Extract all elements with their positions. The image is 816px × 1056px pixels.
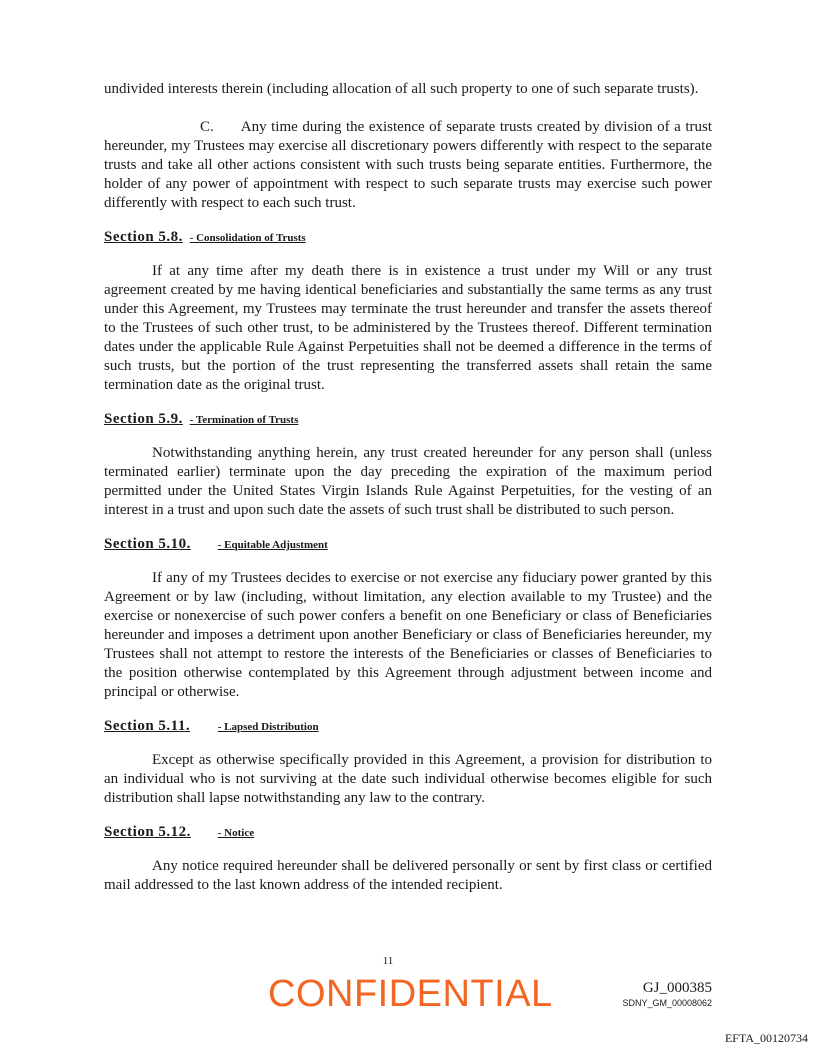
section-5-12-heading <box>104 823 712 843</box>
section-5-9-body: Notwithstanding anything herein, any trust created hereunder for any person shall (unless terminated earlier) terminate upon the day preceding the expiration of the maximum period permitted under the United States Virgin Islands Rule Against Perpetuities, for the vesting of an interest in a trust and upon such date the assets of such trust shall be distributed to such person. <box>104 445 712 518</box>
section-5-11-number: Section 5.11. <box>104 718 191 734</box>
section-5-8-heading <box>104 228 712 248</box>
section-5-11-title: - Lapsed Distribution <box>217 721 319 733</box>
section-5-10-title: - Equitable Adjustment <box>217 539 328 551</box>
section-5-11-heading <box>104 717 712 737</box>
section-5-11-body: Except as otherwise specifically provided in this Agreement, a provision for distribution to an individual who is not surviving at the date such individual otherwise becomes eligible for such distribution shall lapse notwithstanding any law to the contrary. <box>104 752 712 806</box>
subsection-c-paragraph <box>104 118 712 213</box>
section-5-12-body: Any notice required hereunder shall be delivered personally or sent by first class or certified mail addressed to the last known address of the intended recipient. <box>104 858 712 893</box>
document-body <box>104 80 712 895</box>
subsection-c-label: C. <box>200 119 214 135</box>
section-5-10-heading <box>104 535 712 555</box>
efta-number: EFTA_00120734 <box>724 1031 808 1045</box>
bates-sdny-number: SDNY_GM_00008062 <box>622 998 712 1008</box>
section-5-8-body: If at any time after my death there is in existence a trust under my Will or any trust agreement created by me having identical beneficiaries and substantially the same terms as any trust under this Agreement, my Trustees may terminate the trust hereunder and transfer the assets thereof to the Trustees of such other trust, to be administered by the Trustees thereof. Different termination dates under the applicable Rule Against Perpetuities shall not be deemed a difference in the terms of such trusts, but the portion of the trust representing the transferred assets shall retain the same termination date as the original trust. <box>104 263 712 393</box>
section-5-10-number: Section 5.10. <box>104 536 191 552</box>
section-5-8-title: - Consolidation of Trusts <box>189 232 306 244</box>
section-5-9-heading <box>104 410 712 430</box>
page-number: 11 <box>382 955 394 967</box>
section-5-12-number: Section 5.12. <box>104 824 191 840</box>
section-5-12-title: - Notice <box>217 827 255 839</box>
subsection-c-text: Any time during the existence of separate trusts created by division of a trust hereunder, my Trustees may exercise all discretionary powers differently with respect to the separate trusts and take all other actions consistent with such trusts being separate entities. Furthermore, the holder of any power of appointment with respect to such separate trusts may exercise such power differently with respect to each such trust. <box>104 119 712 211</box>
section-5-8-number: Section 5.8. <box>104 229 183 245</box>
section-5-9-number: Section 5.9. <box>104 411 183 427</box>
section-5-9-title: - Termination of Trusts <box>189 414 299 426</box>
bates-stamp <box>622 980 712 1009</box>
intro-continuation-paragraph: undivided interests therein (including allocation of all such property to one of such separate trusts). <box>104 81 699 97</box>
confidential-stamp: CONFIDENTIAL <box>268 973 553 1015</box>
bates-gj-number: GJ_000385 <box>642 980 712 996</box>
section-5-10-body: If any of my Trustees decides to exercise or not exercise any fiduciary power granted by this Agreement or by law (including, without limitation, any election available to my Trustee) and the exercise or nonexercise of such power confers a benefit on one Beneficiary or class of Beneficiaries hereunder and imposes a detriment upon another Beneficiary or class of Beneficiaries hereunder, my Trustees shall not attempt to restore the interests of the Beneficiaries or classes of Beneficiaries to the position otherwise contemplated by this Agreement through adjustment between income and principal or otherwise. <box>104 570 712 700</box>
